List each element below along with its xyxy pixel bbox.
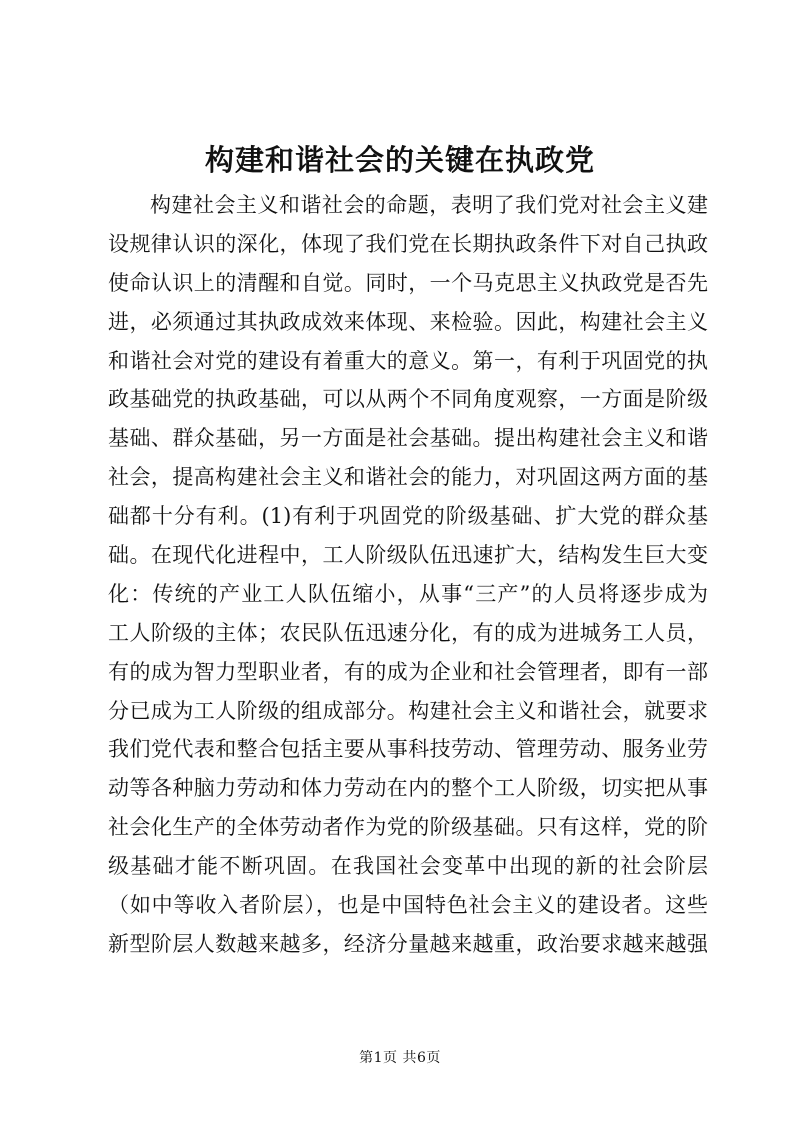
body-line: （如中等收入者阶层），也是中国特色社会主义的建设者。这些 — [108, 893, 708, 918]
body-line: 我们党代表和整合包括主要从事科技劳动、管理劳动、服务业劳 — [108, 737, 708, 762]
body-line: 政基础党的执政基础，可以从两个不同角度观察，一方面是阶级 — [108, 387, 708, 412]
page-footer: 第1页 共6页 — [359, 1050, 441, 1066]
body-line: 分已成为工人阶级的组成部分。构建社会主义和谐社会，就要求 — [108, 698, 708, 723]
body-line: 和谐社会对党的建设有着重大的意义。第一，有利于巩固党的执 — [108, 348, 708, 373]
body-line: 社会化生产的全体劳动者作为党的阶级基础。只有这样，党的阶 — [108, 815, 708, 840]
body-line: 使命认识上的清醒和自觉。同时，一个马克思主义执政党是否先 — [108, 270, 708, 295]
body-line: 基础、群众基础，另一方面是社会基础。提出构建社会主义和谐 — [108, 426, 708, 451]
body-line: 新型阶层人数越来越多，经济分量越来越重，政治要求越来越强 — [108, 931, 708, 956]
body-line: 构建社会主义和谐社会的命题，表明了我们党对社会主义建 — [150, 193, 708, 217]
body-line: 工人阶级的主体；农民队伍迅速分化，有的成为进城务工人员， — [108, 620, 708, 645]
body-line: 有的成为智力型职业者，有的成为企业和社会管理者，即有一部 — [108, 659, 708, 684]
body-line: 化：传统的产业工人队伍缩小，从事“三产”的人员将逐步成为 — [108, 581, 708, 606]
body-line: 社会，提高构建社会主义和谐社会的能力，对巩固这两方面的基 — [108, 465, 708, 490]
document-body — [108, 186, 708, 964]
document-title: 构建和谐社会的关键在执政党 — [204, 143, 595, 177]
body-line: 级基础才能不断巩固。在我国社会变革中出现的新的社会阶层 — [108, 854, 708, 879]
body-line: 础都十分有利。(1)有利于巩固党的阶级基础、扩大党的群众基 — [108, 504, 708, 529]
body-line: 础。在现代化进程中，工人阶级队伍迅速扩大，结构发生巨大变 — [108, 543, 708, 568]
body-line: 设规律认识的深化，体现了我们党在长期执政条件下对自己执政 — [108, 231, 708, 256]
body-line: 进，必须通过其执政成效来体现、来检验。因此，构建社会主义 — [108, 309, 708, 334]
body-line: 动等各种脑力劳动和体力劳动在内的整个工人阶级，切实把从事 — [108, 776, 708, 801]
